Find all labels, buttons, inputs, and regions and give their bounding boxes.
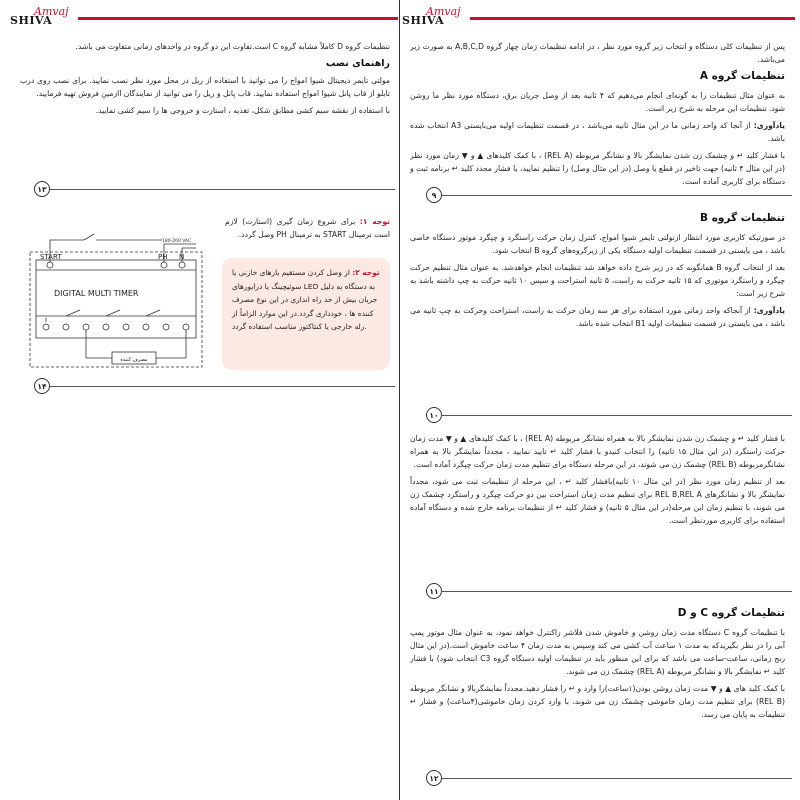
- p11-para1: با فشار کلید ↵ و چشمک زن شدن نمایشگر بالا به همراه نشانگر مربوطه (REL A) ، با کمک کلیدهای ▲ و ▼ مدت زمان حرکت راستگرد (در این مثال ۱۵ ثانیه) را انتخاب کنیدو با فشار کلید ↵ تایید نمایید ، مجدداً نمایشگر بالا به همراه نشانگرمربوطه (REL B) چشمک زن می شوند، در این مرحله دستگاه برای تنظیم مدت زمان حرکت چپگرد آماده است.: [410, 434, 785, 469]
- page-11: [410, 432, 785, 580]
- p14-note2-label: توجه ۲:: [352, 268, 380, 277]
- p12-title: تنظیمات گروه C و D: [677, 607, 785, 619]
- p10-para1: در صورتیکه کاربری مورد انتظار ازتولتی تایمر شیوا امواج، کنترل زمان حرکت راستگرد و چپگرد موتور دستگاه خاصی باشد ، می بایستی در قسمت تنظیمات اولیه دستگاه یکی از زیرگروه‌های گروه B انتخاب شود.: [410, 233, 785, 255]
- p9-note-text: از آنجا که واحد زمانی ما در این مثال ثانیه می‌باشد ، در قسمت تنظیمات اولیه می‌بایستی A3 انتخاب شده باشد.: [410, 121, 785, 143]
- page-12: [410, 605, 785, 773]
- p12-para1: با تنظیمات گروه C دستگاه مدت زمان روشن و خاموش شدن فلاشر راکنترل خواهد نمود، به عنوان مثال موتور پمپ آبی را در نظر بگیریدکه به مدت ۱ ساعت آب کشی می کند وسپس به مدت زمان ۴ ساعت خاموش است.(در این مثال رنج زمانی، ساعت-ساعت می باشد که برای این منظور باید در تنظیمات اولیه دستگاه گروه C3 انتخاب شود) با فشار کلید ↵ نمایشگر بالا و نشانگر مربوطه (REL A) چشمک زن می شوند.: [410, 628, 785, 676]
- p9-note: [410, 119, 785, 145]
- p13-para1: تنظیمات گروه D کاملاً مشابه گروه C است.تفاوت این دو گروه در واحدهای زمانی متفاوت می باشد.: [75, 42, 390, 51]
- page-number-9: ۹: [426, 187, 442, 203]
- page-14-note1: [225, 215, 390, 255]
- p9-intro: پس از تنظیمات کلی دستگاه و انتخاب زیر گروه مورد نظر ، در ادامه تنظیمات زمان چهار گروه A,B,C,D به صورت زیر می‌باشد.: [410, 42, 785, 64]
- divider-12: [442, 778, 792, 779]
- diagram-n: N: [179, 253, 185, 261]
- header-bar-left: [78, 17, 398, 20]
- brand-amvaj-left: Amvaj: [34, 5, 69, 18]
- wiring-diagram: [22, 230, 212, 370]
- page-number-10: ۱۰: [426, 407, 442, 423]
- divider-13: [50, 189, 395, 190]
- page-separator-top: [399, 0, 400, 800]
- page-13: [20, 40, 390, 180]
- divider-14: [50, 386, 395, 387]
- page-number-14: ۱۴: [34, 378, 50, 394]
- diagram-load: مصرف کننده: [120, 357, 148, 363]
- p9-title: تنظیمات گروه A: [699, 70, 785, 82]
- brand-shiva: SHIVA: [402, 14, 445, 27]
- page-number-12: ۱۲: [426, 770, 442, 786]
- p11-para2: بعد از تنظیم زمان مورد نظر (در این مثال ۱۰ ثانیه)بافشار کلید ↵ ، این مرحله از تنظیمات ثبت می شود، مجدداً نمایشگر بالا و نشانگرهای REL B,REL A برای تنظیم مدت زمان استراحت بین دو حرکت چپگرد و راستگرد چشمک زن می شوند، با تنظیم زمان این مرحله(در این مثال ۵ ثانیه) و فشار کلید ↵ از تنظیمات برنامه خارج شده و دستگاه آماده استفاده برای کاربری موردنظر است.: [410, 477, 785, 525]
- p10-note: [410, 304, 785, 330]
- p10-title: تنظیمات گروه B: [700, 212, 785, 224]
- p9-para1: به عنوان مثال تنظیمات را به گونه‌ای انجام می‌دهیم که ۴ ثانیه بعد از وصل جریان برق، دستگاه مورد نظر ما روشن شود. تنظیمات این مرحله به شرح زیر است.: [410, 91, 785, 113]
- p13-para2: مولتی تایمر دیجیتال شیوا امواج را می توانید با استفاده از ریل در محل مورد نظر نصب نمایید. برای نصب روی درب تابلو از قاب پانل شیوا امواج استفاده نمایید. قاب پانل و ریل را می توانید از نمایندگان اازمین فروش تهیه فرمایید.: [20, 76, 390, 98]
- diagram-voltage: 180-260 VAC: [162, 239, 192, 244]
- header-bar-right: [470, 17, 795, 20]
- page-number-13: ۱۳: [34, 181, 50, 197]
- brand-amvaj: Amvaj: [426, 5, 461, 18]
- p10-note-text: از آنجاکه واحد زمانی مورد استفاده برای هر سه زمان حرکت به راست، استراحت وحرکت به چپ ثانیه می باشد ، می بایستی در قسمت تنظیمات اولیه B1 انتخاب شده باشد.: [410, 306, 785, 328]
- p13-para3: با استفاده از نقشه سیم کشی مطابق شکل، تغذیه ، استارت و خروجی ها را سیم کشی نمایید.: [95, 106, 390, 115]
- page-9: [410, 40, 785, 190]
- divider-11: [442, 591, 792, 592]
- diagram-device: DIGITAL MULTI TIMER: [54, 289, 139, 298]
- page-number-11: ۱۱: [426, 583, 442, 599]
- divider-9: [442, 195, 792, 196]
- p14-note2-text: از وصل کردن مستقیم بارهای خازنی یا سوئیچینگ یا درایورهای LED به دستگاه به دلیل جریان بیش از حد راه اندازی در این نوع مصرف کننده ها ، خودداری گردد.در این موارد الزاماً از رله خارجی یا کنتاکتور مناسب استفاده گردد.: [232, 268, 378, 331]
- diagram-ph: PH: [158, 253, 168, 261]
- p14-note1-label: توجه ۱:: [359, 217, 390, 226]
- diagram-start: START: [40, 253, 62, 261]
- p10-note-label: یادآوری:: [753, 306, 785, 315]
- page-10: [410, 210, 785, 400]
- p13-title: راهنمای نصب: [325, 58, 390, 69]
- p14-note1-text: برای شروع زمان گیری (استارت) لازم است ترمینال START به ترمینال PH وصل گردد.: [225, 217, 390, 239]
- p10-para2: بعد از انتخاب گروه B همانگونه که در زیر شرح داده خواهد شد تنظیمات انجام خواهدشد. به عنوان مثال تنظیم حرکت چپگرد و راستگرد موتوری که ۱۵ ثانیه حرکت به راست، ۵ ثانیه استراحت و سپس ۱۰ ثانیه حرکت به چپ داشته باشد به شرح زیر است:: [410, 263, 785, 298]
- p9-para2: با فشار کلید ↵ و چشمک زن شدن نمایشگر بالا و نشانگر مربوطه (REL A) ، با کمک کلیدهای ▲ و ▼ زمان مورد نظر (در این مثال ۴ ثانیه) جهت تاخیر در قطع یا وصل (در این مثال وصل) را تنظیم نمایید، با فشار مجدد کلید ↵ برنامه ثبت و دستگاه برای کاربری آماده است.: [410, 151, 785, 186]
- p12-para2: با کمک کلید های ▲ و ▼ مدت زمان روشن بودن(۱ساعت)را وارد و ↵ را فشار دهید.مجدداً نمایشگربالا و نشانگر مربوطه (REL B) برای تنظیم مدت زمان خاموشی چشمک زن می شوند، با وارد کردن زمان خاموشی(۴ساعت) و فشار ↵ تنظیمات به پایان می رسد.: [410, 684, 785, 719]
- p9-note-label: یادآوری:: [753, 121, 785, 130]
- p14-note2-box: [222, 258, 390, 370]
- brand-shiva-left: SHIVA: [10, 14, 53, 27]
- divider-10: [442, 415, 792, 416]
